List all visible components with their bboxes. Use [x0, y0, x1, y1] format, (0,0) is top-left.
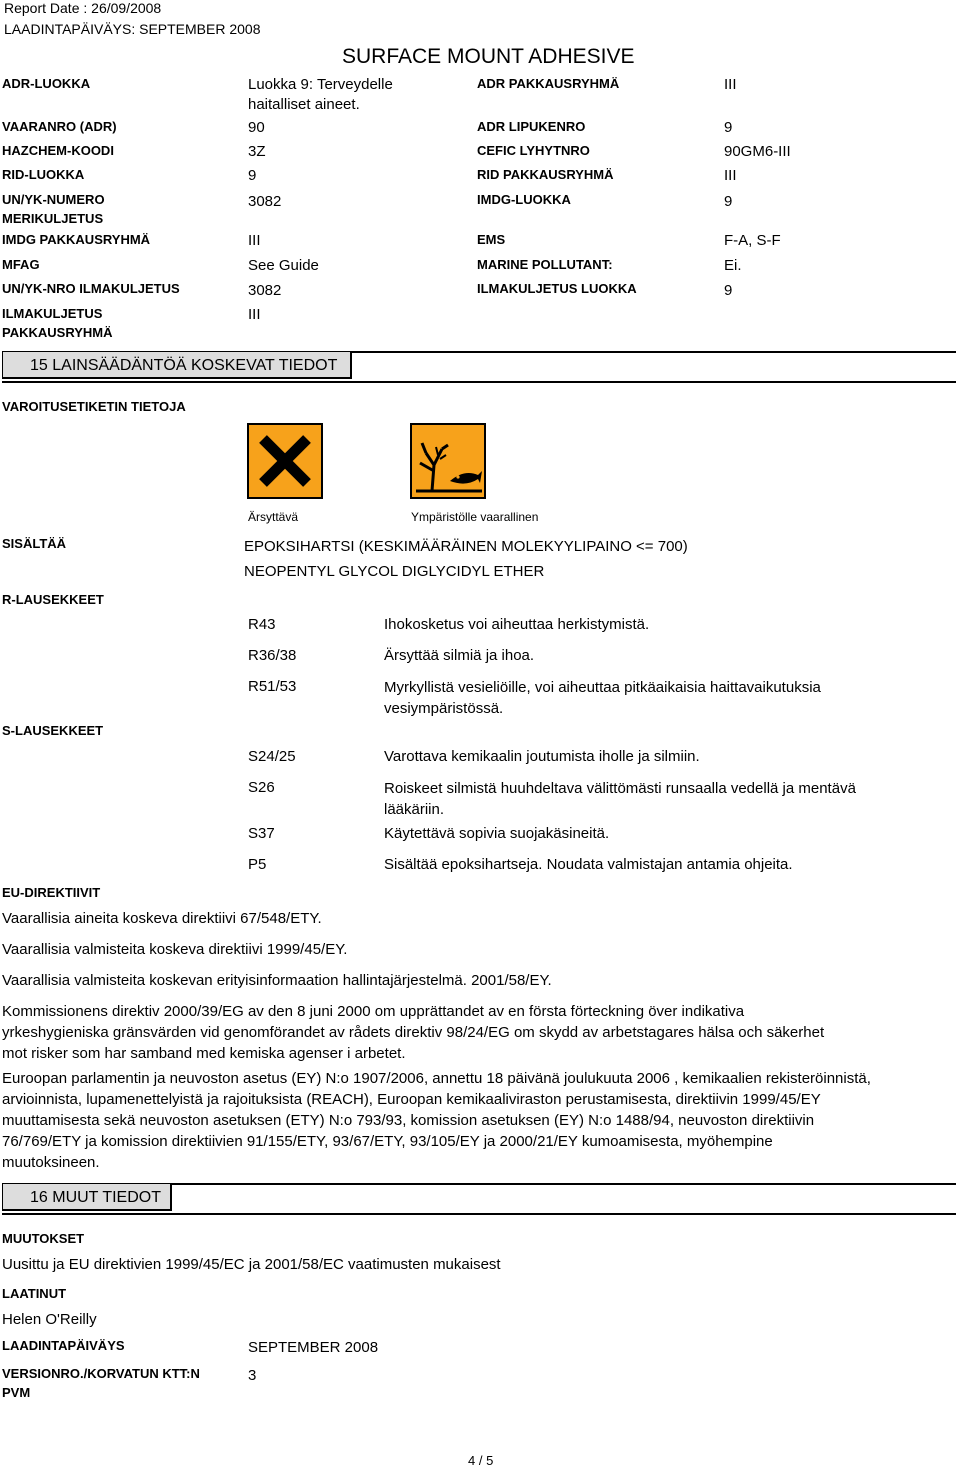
r-phrase-text: Myrkyllistä vesieliöille, voi aiheuttaa pitkäaikaisia haittavaikutuksia vesiympäristössä.	[384, 679, 821, 717]
changes-label: MUUTOKSET	[2, 1231, 85, 1246]
adr-pack-value: III	[724, 76, 737, 93]
imdg-pack-value: III	[248, 232, 261, 249]
rid-class-label: RID-LUOKKA	[2, 167, 85, 182]
s-phrase-code: S24/25	[248, 748, 296, 765]
changes-value: Uusittu ja EU direktivien 1999/45/EC ja 2001/58/EC vaatimusten mukaisest	[2, 1256, 501, 1273]
r-phrase-text: Ihokosketus voi aiheuttaa herkistymistä.	[384, 616, 650, 633]
harmful-x-icon	[247, 423, 323, 499]
section-15-header	[2, 351, 956, 383]
r-phrase-text: Ärsyttää silmiä ja ihoa.	[384, 647, 535, 664]
pictogram-caption-environment: Ympäristölle vaarallinen	[411, 510, 539, 524]
author-value: Helen O'Reilly	[2, 1311, 97, 1328]
hazard-no-label: VAARANRO (ADR)	[2, 119, 117, 134]
contains-label: SISÄLTÄÄ	[2, 536, 67, 551]
s-phrase-code: S26	[248, 779, 275, 796]
environment-hazard-icon	[410, 423, 486, 499]
marine-label: MARINE POLLUTANT:	[477, 257, 613, 272]
adr-class-value-1: Luokka 9: Terveydelle	[248, 76, 393, 93]
contains-item: EPOKSIHARTSI (KESKIMÄÄRÄINEN MOLEKYYLIPAINO <= 700)	[244, 538, 688, 555]
rid-pack-label: RID PAKKAUSRYHMÄ	[477, 167, 614, 182]
s-phrase-code: P5	[248, 856, 267, 873]
adr-class-label: ADR-LUOKKA	[2, 76, 91, 91]
air-class-value: 9	[724, 282, 733, 299]
date-value: SEPTEMBER 2008	[248, 1339, 379, 1356]
revision-date: LAADINTAPÄIVÄYS: SEPTEMBER 2008	[4, 21, 261, 37]
mfag-label: MFAG	[2, 257, 40, 272]
un-air-label: UN/YK-NRO ILMAKULJETUS	[2, 281, 180, 296]
adr-label-no-value: 9	[724, 119, 733, 136]
adr-class-value-2: haitalliset aineet.	[248, 96, 360, 113]
environment-hazard-graphic	[412, 425, 484, 497]
eu-directives-label: EU-DIREKTIIVIT	[2, 885, 101, 900]
adr-label-no-label: ADR LIPUKENRO	[477, 119, 586, 134]
air-pack-value: III	[248, 306, 261, 323]
un-air-value: 3082	[248, 282, 282, 299]
report-date: Report Date : 26/09/2008	[4, 0, 162, 16]
page-number: 4 / 5	[468, 1453, 494, 1468]
version-label-2: PVM	[2, 1385, 31, 1400]
s-phrase-text: Käytettävä sopivia suojakäsineitä.	[384, 825, 610, 842]
air-pack-label-2: PAKKAUSRYHMÄ	[2, 325, 113, 340]
un-sea-label-1: UN/YK-NUMERO	[2, 192, 105, 207]
section-15-title: 15 LAINSÄÄDÄNTÖÄ KOSKEVAT TIEDOT	[30, 357, 338, 374]
s-phrase-code: S37	[248, 825, 275, 842]
rid-pack-value: III	[724, 167, 737, 184]
air-class-label: ILMAKULJETUS LUOKKA	[477, 281, 637, 296]
version-label-1: VERSIONRO./KORVATUN KTT:N	[2, 1366, 200, 1381]
section-16-header	[2, 1183, 956, 1215]
adr-pack-label: ADR PAKKAUSRYHMÄ	[477, 76, 620, 91]
eu-directive-line: Vaarallisia aineita koskeva direktiivi 67/548/ETY.	[2, 910, 322, 927]
contains-item: NEOPENTYL GLYCOL DIGLYCIDYL ETHER	[244, 563, 545, 580]
mfag-value: See Guide	[248, 257, 319, 274]
author-label: LAATINUT	[2, 1286, 67, 1301]
cefic-label: CEFIC LYHYTNRO	[477, 143, 590, 158]
ems-label: EMS	[477, 232, 506, 247]
rid-class-value: 9	[248, 167, 257, 184]
date-label: LAADINTAPÄIVÄYS	[2, 1338, 125, 1353]
eu-directive-line: Vaarallisia valmisteita koskevan erityisinformaation hallintajärjestelmä. 2001/58/EY.	[2, 972, 552, 989]
imdg-class-value: 9	[724, 193, 733, 210]
air-pack-label-1: ILMAKULJETUS	[2, 306, 103, 321]
pictogram-caption-irritant: Ärsyttävä	[248, 510, 299, 524]
un-sea-label-2: MERIKULJETUS	[2, 211, 104, 226]
r-phrases-label: R-LAUSEKKEET	[2, 592, 104, 607]
hazard-no-value: 90	[248, 119, 265, 136]
r-phrase-code: R43	[248, 616, 276, 633]
s-phrase-text: Roiskeet silmistä huuhdeltava välittömästi runsaalla vedellä ja mentävä lääkäriin.	[384, 780, 856, 818]
version-value: 3	[248, 1367, 257, 1384]
regulation-paragraph: Euroopan parlamentin ja neuvoston asetus (EY) N:o 1907/2006, annettu 18 päivänä joulukuuta 2006 , kemikaalien rekisteröinnistä, arvioinnista, lupamenettelyistä ja rajoituksista (REACH), Euroopan kemikaaliviraston perustamisesta, direktiivin 1999/45/EY muuttamisesta sekä neuvoston asetuksen (ETY) N:o 793/93, komission asetuksen (EY) N:o 1488/94, neuvoston direktiivin 76/769/ETY ja komission direktiivien 91/155/ETY, 93/67/ETY, 93/105/EY ja 2000/21/EY kumoamisesta, myöhempine muutoksineen.	[2, 1070, 871, 1171]
un-sea-value: 3082	[248, 193, 282, 210]
imdg-pack-label: IMDG PAKKAUSRYHMÄ	[2, 232, 151, 247]
section-16-title: 16 MUUT TIEDOT	[30, 1189, 161, 1206]
s-phrases-label: S-LAUSEKKEET	[2, 723, 104, 738]
hazchem-label: HAZCHEM-KOODI	[2, 143, 114, 158]
eu-directive-line: Vaarallisia valmisteita koskeva direktiivi 1999/45/EY.	[2, 941, 348, 958]
hazchem-value: 3Z	[248, 143, 266, 160]
regulation-paragraph: Kommissionens direktiv 2000/39/EG av den 8 juni 2000 om upprättandet av en första förteckning över indikativa yrkeshygieniska gränsvärden vid genomförandet av rådets direktiv 98/24/EG om skydd av arbetstagares hälsa och säkerhet mot risker som har samband med kemiska agenser i arbetet.	[2, 1003, 825, 1062]
imdg-class-label: IMDG-LUOKKA	[477, 192, 571, 207]
r-phrase-code: R36/38	[248, 647, 297, 664]
cefic-value: 90GM6-III	[724, 143, 791, 160]
warning-label-title: VAROITUSETIKETIN TIETOJA	[2, 399, 186, 414]
harmful-x-graphic	[249, 425, 321, 497]
s-phrase-text: Sisältää epoksihartseja. Noudata valmistajan antamia ohjeita.	[384, 856, 793, 873]
ems-value: F-A, S-F	[724, 232, 781, 249]
s-phrase-text: Varottava kemikaalin joutumista iholle ja silmiin.	[384, 748, 700, 765]
product-title: SURFACE MOUNT ADHESIVE	[342, 45, 635, 68]
r-phrase-code: R51/53	[248, 678, 297, 695]
marine-value: Ei.	[724, 257, 742, 274]
